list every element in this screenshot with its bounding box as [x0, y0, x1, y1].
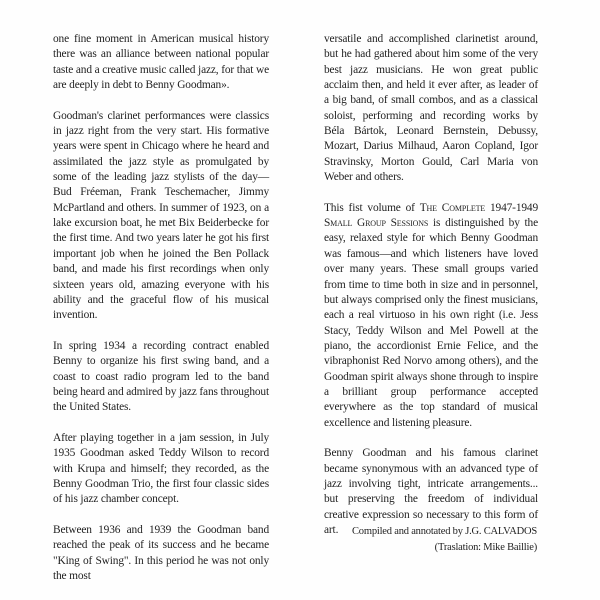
paragraph: After playing together in a jam session, in July 1935 Goodman asked Teddy Wilson to record with Krupa and himself; they recorded, as the Benny Goodman Trio, the first four classic sides of his jazz chamber concept.: [53, 431, 269, 506]
paragraph: versatile and accomplished clarinetist around, but he had gathered about him some of the very best jazz musicians. He won great public acclaim then, and held it ever after, as leader of a big band, of small combos, and as a classical soloist, performing and recording works by Béla Bártok, Leonard Bernstein, Debussy, Mozart, Darius Milhaud, Aaron Copland, Igor Stravinsky, Morton Gould, Carl Maria von Weber and others.: [324, 33, 538, 184]
paragraph: Between 1936 and 1939 the Goodman band reached the peak of its success and he became "King of Swing". In this period he was not only the most: [53, 524, 269, 583]
compiled-by: Compiled and annotated by J.G. CALVADOS: [352, 526, 537, 537]
paragraph-text: is distinguished by the easy, relaxed style for which Benny Goodman was famous—and which listeners have loved over many years. These small groups varied from time to time both in size and in personnel, but always comprised only the finest musicians, each a real virtuoso in his own right (i.e. Jess Stacy, Teddy Wilson and Mel Powell at the piano, the accordionist Ernie Felice, and the vibraphonist Red Norvo among others), and the Goodman spirit always shone through to inspire a brilliant group performance accepted everywhere as the top standard of musical excellence and listening pleasure.: [324, 217, 538, 429]
paragraph: In spring 1934 a recording contract enabled Benny to organize his first swing band, and a coast to coast radio program led to the band being heard and admired by jazz fans throughout the United States.: [53, 339, 269, 414]
translation-credit: (Traslation: Mike Baillie): [434, 541, 537, 553]
left-column: [53, 32, 269, 600]
album-title: The Complete 1947-1949 Small Group Sessions: [324, 201, 539, 230]
paragraph: [324, 201, 538, 431]
paragraph: Goodman's clarinet performances were classics in jazz right from the very start. His formative years were spent in Chicago where he heard and assimilated the jazz style as promulgated by some of the leading jazz stylists of the day—Bud Fréeman, Frank Teschemacher, Jimmy McPartland and others. In summer of 1923, on a lake excursion boat, he met Bix Beiderbecke for the first time. And two years later he got his first important job when he joined the Ben Pollack band, and made his first recordings when only sixteen years old, amazing everyone with his ability and the graceful flow of his musical invention.: [53, 109, 269, 322]
paragraph: Benny Goodman and his famous clarinet became synonymous with an advanced type of jazz involving tight, intricate arrangements... but preserving the freedom of individual creative expression so necessary to this form of art.: [324, 447, 538, 536]
paragraph-text: This fist volume of: [324, 201, 420, 214]
paragraph: one fine moment in American musical history there was an alliance between national popular taste and a creative music called jazz, for that we are deeply in debt to Benny Goodman».: [53, 33, 269, 92]
credits: [324, 524, 537, 555]
right-column: [324, 32, 538, 554]
